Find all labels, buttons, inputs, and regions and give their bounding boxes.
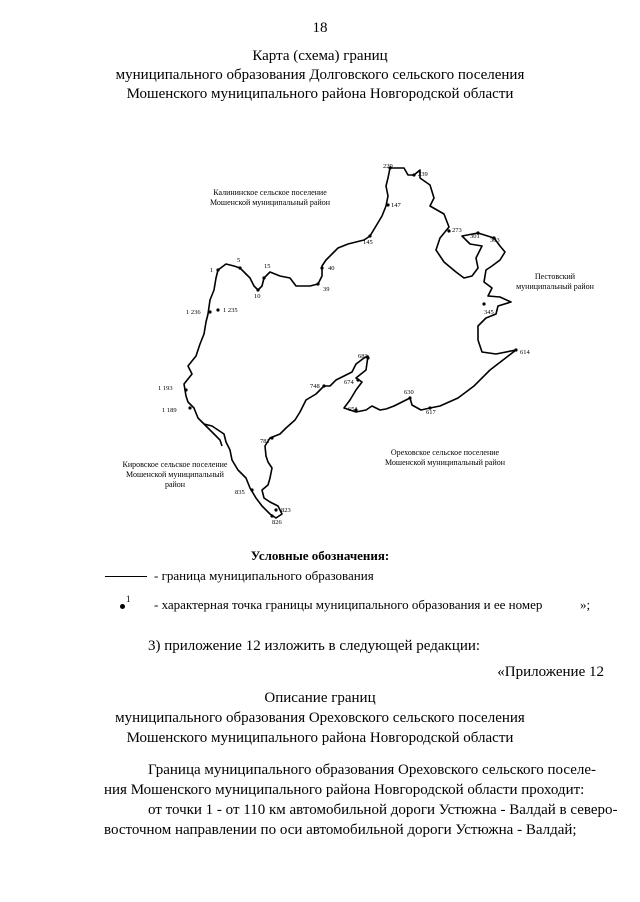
label-781: 781 bbox=[260, 438, 270, 445]
label-651: 651 bbox=[348, 406, 358, 413]
label-147: 147 bbox=[391, 202, 401, 209]
label-614: 614 bbox=[520, 349, 530, 356]
point-15 bbox=[262, 276, 265, 279]
label-229: 229 bbox=[383, 163, 393, 170]
label-1: 1 bbox=[210, 267, 214, 274]
amendment-text: 3) приложение 12 изложить в следующей редакции: bbox=[148, 638, 481, 654]
point-826 bbox=[270, 514, 273, 517]
label-617: 617 bbox=[426, 409, 436, 416]
point-630 bbox=[408, 396, 411, 399]
point-823 bbox=[274, 508, 277, 511]
label-835: 835 bbox=[235, 489, 245, 496]
label-1193: 1 193 bbox=[158, 385, 173, 392]
region-kirovskoe: Кировское сельское поселение Мошенской муниципальный район bbox=[122, 460, 228, 489]
label-5: 5 bbox=[237, 257, 241, 264]
paragraph1-line1: Граница муниципального образования Ореховского сельского поселе- bbox=[148, 762, 597, 778]
point-1193 bbox=[184, 388, 187, 391]
region-pestovsky: Пестовский муниципальный район bbox=[516, 272, 594, 291]
legend-point-item: - характерная точка границы муниципального образования и ее номер bbox=[154, 597, 543, 612]
point-5 bbox=[238, 266, 241, 269]
label-1236: 1 236 bbox=[186, 309, 201, 316]
desc-line2: муниципального образования Ореховского сельского поселения bbox=[115, 710, 525, 726]
point-614 bbox=[514, 348, 517, 351]
point-1236 bbox=[208, 310, 211, 313]
label-303: 303 bbox=[490, 237, 500, 244]
point-1189 bbox=[188, 406, 191, 409]
desc-title: Описание границ bbox=[264, 690, 376, 706]
label-823: 823 bbox=[281, 507, 291, 514]
label-40: 40 bbox=[328, 265, 335, 272]
label-39: 39 bbox=[323, 286, 330, 293]
map-title-line1: Карта (схема) границ bbox=[252, 48, 388, 64]
label-1189: 1 189 bbox=[162, 407, 177, 414]
paragraph1-line2: ния Мошенского муниципального района Новгородской области проходит: bbox=[104, 782, 585, 798]
point-1235 bbox=[216, 308, 219, 311]
legend-line-sample bbox=[105, 576, 147, 577]
label-683: 683 bbox=[358, 353, 368, 360]
point-145 bbox=[368, 234, 371, 237]
point-147 bbox=[386, 203, 389, 206]
region-orekhovskoe: Ореховское сельское поселение Мошенской муниципальный район bbox=[385, 448, 505, 467]
label-345: 345 bbox=[484, 309, 494, 316]
label-239: 239 bbox=[418, 171, 428, 178]
point-345 bbox=[482, 302, 485, 305]
map-title-line2: муниципального образования Долговского сельского поселения bbox=[115, 67, 525, 83]
point-39 bbox=[316, 282, 319, 285]
label-10: 10 bbox=[254, 293, 261, 300]
point-835 bbox=[250, 488, 253, 491]
label-15: 15 bbox=[264, 263, 271, 270]
appendix-label: «Приложение 12 bbox=[497, 664, 604, 680]
label-273: 273 bbox=[452, 227, 462, 234]
label-145: 145 bbox=[363, 239, 373, 246]
page-number: 18 bbox=[312, 20, 328, 36]
label-630: 630 bbox=[404, 389, 414, 396]
point-1 bbox=[216, 268, 219, 271]
region-kalininskoe: Калининское сельское поселение Мошенской муниципальный район bbox=[210, 188, 330, 207]
paragraph2-line2: восточном направлении по оси автомобильной дороги Устюжна - Валдай; bbox=[104, 822, 577, 838]
label-1235: 1 235 bbox=[223, 307, 238, 314]
legend-point-number: 1 bbox=[126, 594, 131, 604]
label-826: 826 bbox=[272, 519, 282, 526]
point-748 bbox=[322, 384, 325, 387]
point-10 bbox=[256, 288, 259, 291]
map-title-line3: Мошенского муниципального района Новгородской области bbox=[126, 86, 514, 102]
legend-closing: »; bbox=[580, 597, 591, 612]
label-301: 301 bbox=[470, 233, 480, 240]
point-781 bbox=[270, 436, 273, 439]
point-239 bbox=[412, 173, 415, 176]
point-273 bbox=[447, 229, 450, 232]
point-674 bbox=[356, 378, 359, 381]
legend-point-dot bbox=[120, 604, 125, 609]
label-674: 674 bbox=[344, 379, 354, 386]
paragraph2-line1: от точки 1 - от 110 км автомобильной дороги Устюжна - Валдай в северо- bbox=[148, 802, 618, 818]
desc-line3: Мошенского муниципального района Новгородской области bbox=[126, 730, 514, 746]
label-748: 748 bbox=[310, 383, 320, 390]
point-40 bbox=[320, 266, 323, 269]
legend-line-item: - граница муниципального образования bbox=[154, 568, 374, 583]
legend-title: Условные обозначения: bbox=[250, 548, 390, 563]
